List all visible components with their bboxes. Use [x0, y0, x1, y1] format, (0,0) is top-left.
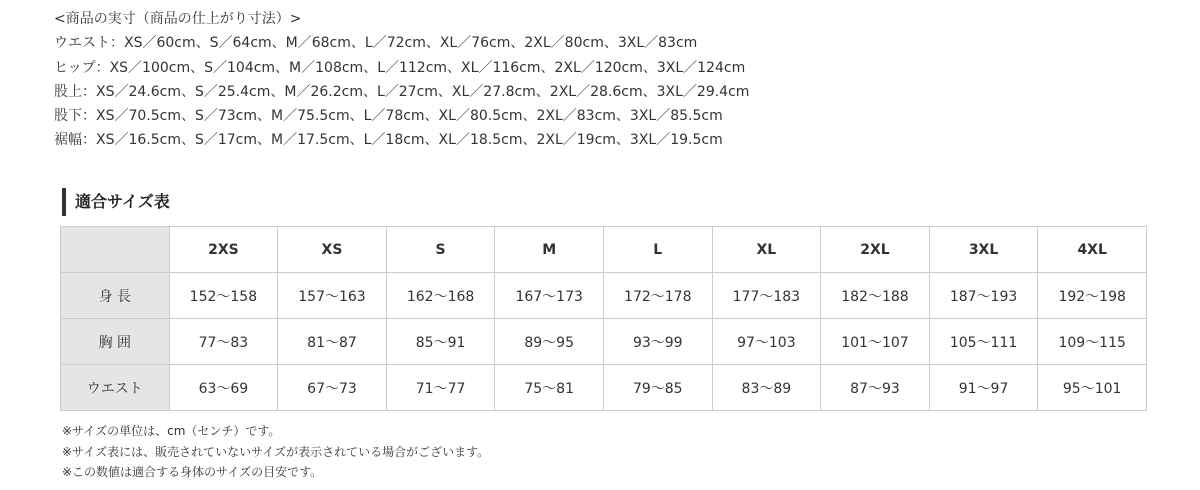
measurement-line-rise: 股上：XS／24.6cm、S／25.4cm、M／26.2cm、L／27cm、XL／27.8cm、2XL／28.6cm、3XL／29.4cm — [54, 83, 750, 100]
table-cell: 91～97 — [929, 365, 1038, 411]
table-cell: 75～81 — [495, 365, 604, 411]
table-cell: 162～168 — [386, 273, 495, 319]
measurement-line-hem-width: 裾幅：XS／16.5cm、S／17cm、M／17.5cm、L／18cm、XL／18.5cm、2XL／19cm、3XL／19.5cm — [54, 132, 723, 149]
table-cell: 81～87 — [278, 319, 387, 365]
measurement-line-hip: ヒップ：XS／100cm、S／104cm、M／108cm、L／112cm、XL／116cm、2XL／120cm、3XL／124cm — [54, 59, 746, 76]
row-label-height: 身 長 — [61, 273, 170, 319]
table-cell: 101～107 — [821, 319, 930, 365]
table-cell: 109～115 — [1038, 319, 1147, 365]
measurements-heading: <商品の実寸（商品の仕上がり寸法）> — [54, 11, 302, 27]
column-header-4xl: 4XL — [1038, 227, 1147, 273]
table-cell: 187～193 — [929, 273, 1038, 319]
column-header-xl: XL — [712, 227, 821, 273]
measurement-line-waist: ウエスト：XS／60cm、S／64cm、M／68cm、L／72cm、XL／76cm、2XL／80cm、3XL／83cm — [54, 35, 698, 52]
column-header-m: M — [495, 227, 604, 273]
table-cell: 157～163 — [278, 273, 387, 319]
table-row-height — [61, 273, 1147, 319]
column-header-2xs: 2XS — [169, 227, 278, 273]
table-cell: 167～173 — [495, 273, 604, 319]
table-cell: 63～69 — [169, 365, 278, 411]
table-cell: 177～183 — [712, 273, 821, 319]
size-chart-title: 適合サイズ表 — [62, 188, 170, 216]
note-unavailable-sizes: ※サイズ表には、販売されていないサイズが表示されている場合がございます。 — [62, 444, 490, 459]
table-cell: 89～95 — [495, 319, 604, 365]
table-cell: 105～111 — [929, 319, 1038, 365]
table-cell: 67～73 — [278, 365, 387, 411]
table-cell: 85～91 — [386, 319, 495, 365]
note-guideline: ※この数値は適合する身体のサイズの目安です。 — [62, 465, 323, 479]
measurement-line-inseam: 股下：XS／70.5cm、S／73cm、M／75.5cm、L／78cm、XL／80.5cm、2XL／83cm、3XL／85.5cm — [54, 108, 723, 125]
row-label-waist: ウエスト — [61, 365, 170, 411]
table-cell: 83～89 — [712, 365, 821, 411]
table-row-chest — [61, 319, 1147, 365]
column-header-l: L — [603, 227, 712, 273]
table-corner-cell — [61, 227, 170, 273]
size-chart-table — [60, 226, 1147, 411]
table-cell: 192～198 — [1038, 273, 1147, 319]
table-cell: 95～101 — [1038, 365, 1147, 411]
table-cell: 182～188 — [821, 273, 930, 319]
table-cell: 172～178 — [603, 273, 712, 319]
measurements-block — [54, 7, 749, 153]
table-cell: 93～99 — [603, 319, 712, 365]
column-header-3xl: 3XL — [929, 227, 1038, 273]
table-cell: 77～83 — [169, 319, 278, 365]
table-row-waist — [61, 365, 1147, 411]
table-cell: 79～85 — [603, 365, 712, 411]
column-header-xs: XS — [278, 227, 387, 273]
column-header-2xl: 2XL — [821, 227, 930, 273]
note-unit: ※サイズの単位は、cm（センチ）です。 — [62, 424, 281, 438]
table-cell: 71～77 — [386, 365, 495, 411]
table-cell: 87～93 — [821, 365, 930, 411]
notes-block — [62, 421, 489, 483]
column-header-s: S — [386, 227, 495, 273]
table-header-row — [61, 227, 1147, 273]
table-cell: 152～158 — [169, 273, 278, 319]
table-cell: 97～103 — [712, 319, 821, 365]
row-label-chest: 胸 囲 — [61, 319, 170, 365]
